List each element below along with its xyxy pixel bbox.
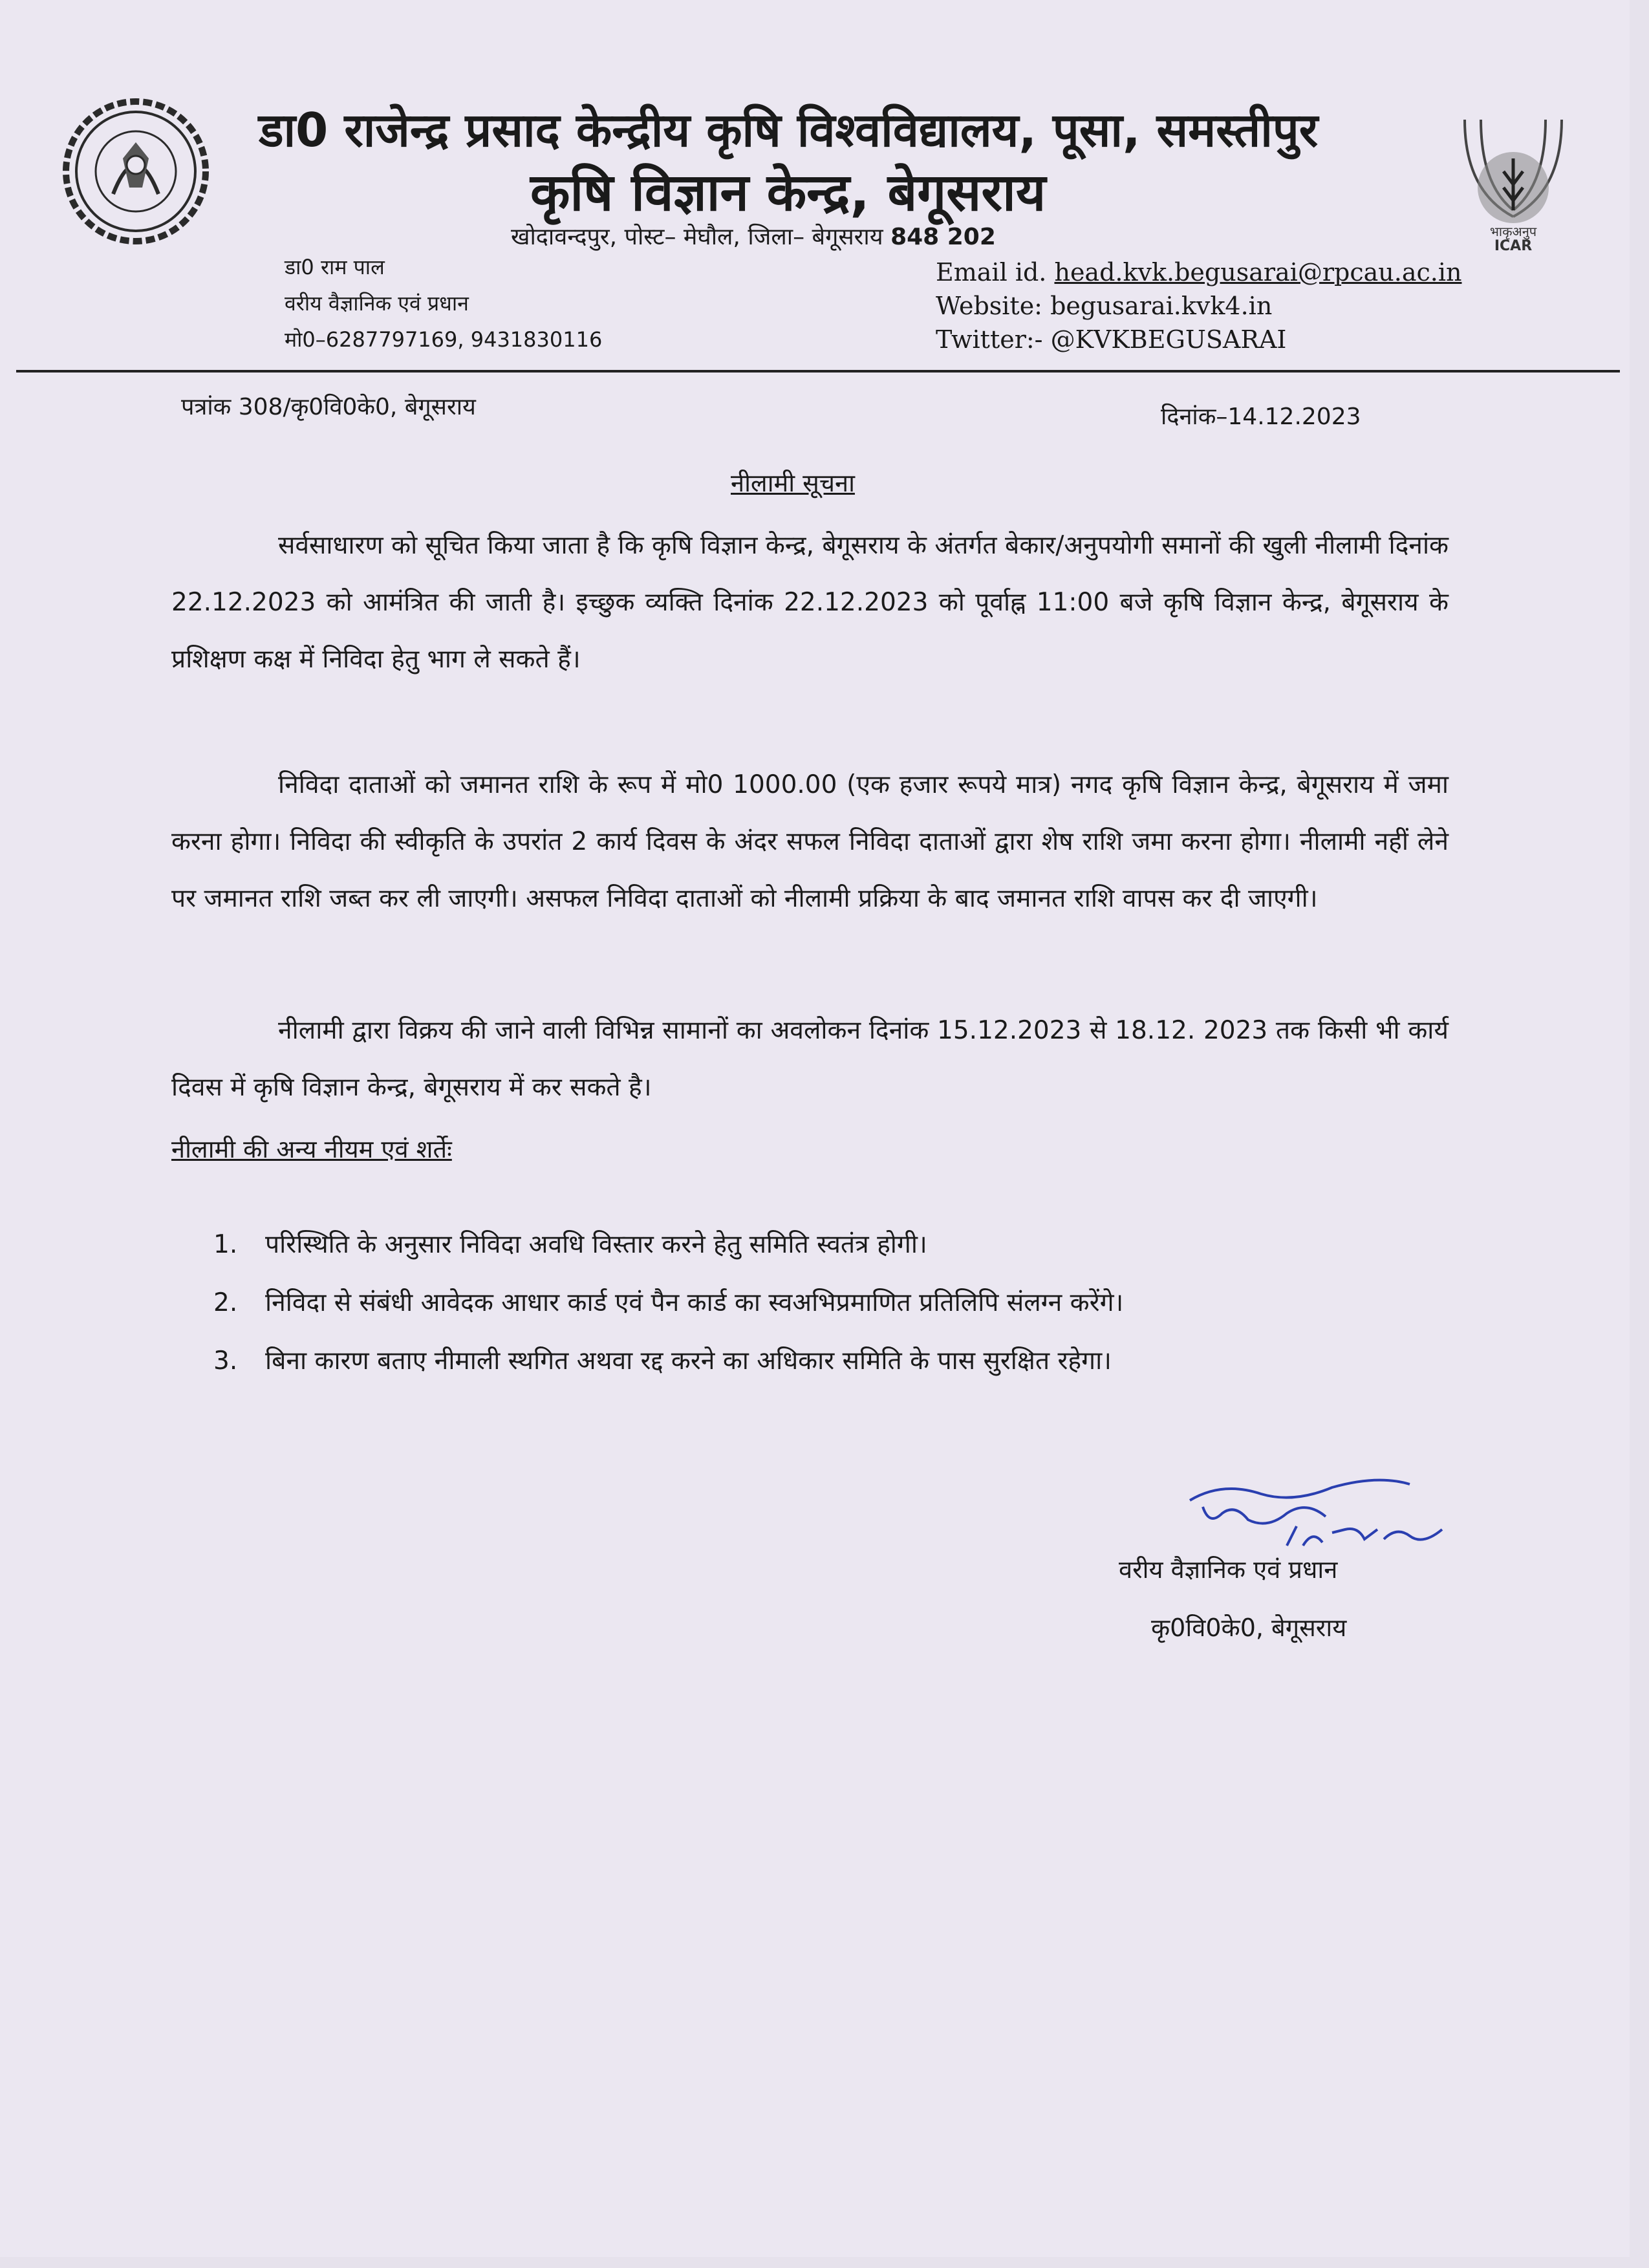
- rules-list: [213, 1216, 1474, 1390]
- twitter-line: Twitter:- @KVKBEGUSARAI: [936, 325, 1287, 354]
- paragraph-1: सर्वसाधारण को सूचित किया जाता है कि कृषि विज्ञान केन्द्र, बेगूसराय के अंतर्गत बेकार/अनुपयोगी समानों की खुली नीलामी दिनांक 22.12.2023 को आमंत्रित की जाती है। इच्छुक व्यक्ति दिनांक 22.12.2023 को पूर्वाह्न 11:00 बजे कृषि विज्ञान केन्द्र, बेगूसराय के प्रशिक्षण कक्ष में निविदा हेतु भाग ले सकते हैं।: [171, 531, 1449, 674]
- officer-designation: वरीय वैज्ञानिक एवं प्रधान: [285, 291, 469, 316]
- officer-name: डा0 राम पाल: [285, 255, 385, 279]
- paragraph-3: नीलामी द्वारा विक्रय की जाने वाली विभिन्न सामानों का अवलोकन दिनांक 15.12.2023 से 18.12. 2023 तक किसी भी कार्य दिवस में कृषि विज्ञान केन्द्र, बेगूसराय में कर सकते है।: [171, 1016, 1449, 1102]
- contact-block: [936, 255, 1461, 356]
- notice-heading: नीलामी सूचना: [731, 469, 855, 497]
- address-line: [511, 220, 996, 252]
- icar-label: ICAR: [1494, 238, 1533, 252]
- email-label: Email id.: [936, 258, 1047, 286]
- rule-text: निविदा से संबंधी आवेदक आधार कार्ड एवं पैन कार्ड का स्वअभिप्रमाणित प्रतिलिपि संलग्न करेंगे।: [265, 1288, 1124, 1317]
- email-line: [936, 255, 1461, 289]
- handwritten-signature: [1183, 1468, 1474, 1565]
- reference-number: पत्रांक 308/कृ0वि0के0, बेगूसराय: [181, 394, 476, 420]
- address-text: खोदावन्दपुर, पोस्ट– मेघौल, जिला– बेगूसराय: [511, 224, 883, 250]
- signatory-title: वरीय वैज्ञानिक एवं प्रधान: [1119, 1555, 1338, 1584]
- letter-date: दिनांक–14.12.2023: [1161, 404, 1361, 430]
- rule-number: 3.: [213, 1346, 238, 1376]
- signatory-organization: कृ0वि0के0, बेगूसराय: [1151, 1614, 1347, 1642]
- icar-logo: [1452, 113, 1575, 252]
- email-link[interactable]: head.kvk.begusarai@rpcau.ac.in: [1054, 258, 1462, 286]
- rule-text: बिना कारण बताए नीमाली स्थगित अथवा रद्द करने का अधिकार समिति के पास सुरक्षित रहेगा।: [265, 1346, 1112, 1376]
- university-seal-logo: [61, 97, 210, 246]
- icar-hindi-label: भाकृअनुप: [1489, 224, 1537, 239]
- rule-text: परिस्थिति के अनुसार निविदा अवधि विस्तार करने हेतु समिति स्वतंत्र होगी।: [265, 1230, 927, 1259]
- kvk-name: कृषि विज्ञान केन्द्र, बेगूसराय: [530, 162, 1046, 222]
- list-item: [213, 1332, 1474, 1390]
- list-item: [213, 1216, 1474, 1274]
- header-divider: [16, 370, 1620, 373]
- list-item: [213, 1274, 1474, 1332]
- officer-phone: मो0–6287797169, 9431830116: [285, 327, 603, 352]
- rule-number: 1.: [213, 1230, 238, 1259]
- officer-block: [285, 249, 602, 358]
- pincode: 848 202: [890, 224, 996, 250]
- website-line: Website: begusarai.kvk4.in: [936, 292, 1273, 320]
- rule-number: 2.: [213, 1288, 238, 1317]
- paragraph-2: निविदा दाताओं को जमानत राशि के रूप में मो0 1000.00 (एक हजार रूपये मात्र) नगद कृषि विज्ञान केन्द्र, बेगूसराय में जमा करना होगा। निविदा की स्वीकृति के उपरांत 2 कार्य दिवस के अंदर सफल निविदा दाताओं द्वारा शेष राशि जमा करना होगा। नीलामी नहीं लेने पर जमानत राशि जब्त कर ली जाएगी। असफल निविदा दाताओं को नीलामी प्रक्रिया के बाद जमानत राशि वापस कर दी जाएगी।: [171, 770, 1449, 913]
- rules-heading: नीलामी की अन्य नीयम एवं शर्तेः: [171, 1135, 452, 1163]
- university-name: डा0 राजेन्द्र प्रसाद केन्द्रीय कृषि विश्वविद्यालय, पूसा, समस्तीपुर: [259, 103, 1319, 157]
